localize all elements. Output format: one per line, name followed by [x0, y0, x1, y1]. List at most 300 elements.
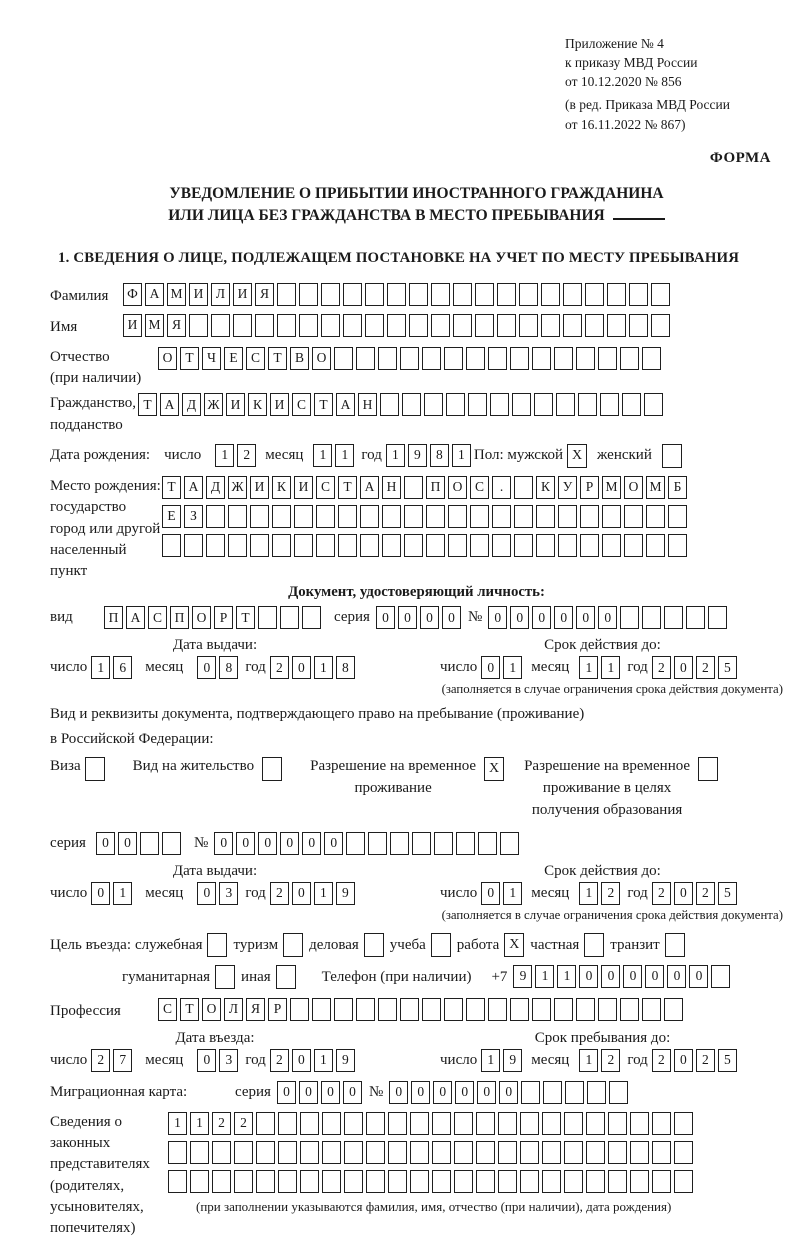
char-cell[interactable]	[475, 314, 494, 337]
char-cell[interactable]	[316, 505, 335, 528]
char-cell[interactable]	[642, 347, 661, 370]
char-cell[interactable]: М	[646, 476, 665, 499]
char-cell[interactable]	[409, 314, 428, 337]
char-cell[interactable]	[497, 314, 516, 337]
char-cell[interactable]	[343, 283, 362, 306]
doc-expiry-month[interactable]	[579, 656, 623, 679]
char-cell[interactable]	[564, 1141, 583, 1164]
char-cell[interactable]	[576, 998, 595, 1021]
char-cell[interactable]	[278, 1112, 297, 1135]
char-cell[interactable]	[168, 1141, 187, 1164]
doc-issue-month[interactable]	[197, 656, 241, 679]
char-cell[interactable]: А	[184, 476, 203, 499]
char-cell[interactable]: 0	[376, 606, 395, 629]
char-cell[interactable]: 0	[645, 965, 664, 988]
char-cell[interactable]	[500, 832, 519, 855]
char-cell[interactable]	[624, 534, 643, 557]
char-cell[interactable]	[344, 1170, 363, 1193]
char-cell[interactable]: Т	[138, 393, 157, 416]
char-cell[interactable]	[711, 965, 730, 988]
char-cell[interactable]: Я	[246, 998, 265, 1021]
char-cell[interactable]	[475, 283, 494, 306]
char-cell[interactable]: М	[145, 314, 164, 337]
stay-year[interactable]	[652, 1049, 740, 1072]
char-cell[interactable]: 8	[219, 656, 238, 679]
char-cell[interactable]	[454, 1141, 473, 1164]
char-cell[interactable]	[478, 832, 497, 855]
char-cell[interactable]	[256, 1112, 275, 1135]
char-cell[interactable]	[580, 505, 599, 528]
char-cell[interactable]: Д	[182, 393, 201, 416]
char-cell[interactable]: 1	[601, 656, 620, 679]
profession-input[interactable]	[158, 998, 686, 1021]
char-cell[interactable]: О	[158, 347, 177, 370]
char-cell[interactable]	[585, 314, 604, 337]
char-cell[interactable]	[514, 505, 533, 528]
char-cell[interactable]	[346, 832, 365, 855]
char-cell[interactable]	[426, 505, 445, 528]
char-cell[interactable]: Т	[180, 347, 199, 370]
char-cell[interactable]: 0	[214, 832, 233, 855]
char-cell[interactable]: М	[602, 476, 621, 499]
char-cell[interactable]	[586, 1141, 605, 1164]
char-cell[interactable]: 0	[96, 832, 115, 855]
char-cell[interactable]	[492, 505, 511, 528]
doc-kind-input[interactable]	[104, 606, 324, 629]
char-cell[interactable]	[300, 1141, 319, 1164]
char-cell[interactable]	[558, 534, 577, 557]
char-cell[interactable]	[402, 393, 421, 416]
birth-day-input[interactable]	[215, 444, 259, 467]
char-cell[interactable]: 1	[91, 656, 110, 679]
char-cell[interactable]	[390, 832, 409, 855]
char-cell[interactable]: 0	[576, 606, 595, 629]
char-cell[interactable]	[642, 998, 661, 1021]
char-cell[interactable]: А	[360, 476, 379, 499]
char-cell[interactable]	[444, 347, 463, 370]
char-cell[interactable]	[674, 1112, 693, 1135]
char-cell[interactable]	[434, 832, 453, 855]
char-cell[interactable]	[212, 1170, 231, 1193]
char-cell[interactable]: А	[145, 283, 164, 306]
char-cell[interactable]: Т	[236, 606, 255, 629]
char-cell[interactable]	[338, 534, 357, 557]
char-cell[interactable]	[586, 1112, 605, 1135]
char-cell[interactable]	[162, 832, 181, 855]
representatives-row3[interactable]	[168, 1170, 696, 1193]
char-cell[interactable]	[334, 998, 353, 1021]
char-cell[interactable]: Т	[338, 476, 357, 499]
char-cell[interactable]	[360, 505, 379, 528]
char-cell[interactable]: 0	[292, 1049, 311, 1072]
char-cell[interactable]	[410, 1112, 429, 1135]
char-cell[interactable]	[622, 393, 641, 416]
char-cell[interactable]: 5	[718, 656, 737, 679]
char-cell[interactable]: 5	[718, 1049, 737, 1072]
char-cell[interactable]	[600, 393, 619, 416]
char-cell[interactable]: И	[189, 283, 208, 306]
char-cell[interactable]: 3	[219, 882, 238, 905]
entry-year[interactable]	[270, 1049, 358, 1072]
char-cell[interactable]	[322, 1170, 341, 1193]
char-cell[interactable]: 0	[280, 832, 299, 855]
char-cell[interactable]	[400, 998, 419, 1021]
char-cell[interactable]	[278, 1170, 297, 1193]
char-cell[interactable]	[536, 505, 555, 528]
char-cell[interactable]	[321, 314, 340, 337]
permit-issue-year[interactable]	[270, 882, 358, 905]
birth-year-input[interactable]	[386, 444, 474, 467]
char-cell[interactable]: 2	[91, 1049, 110, 1072]
char-cell[interactable]	[608, 1141, 627, 1164]
char-cell[interactable]	[338, 505, 357, 528]
char-cell[interactable]	[476, 1170, 495, 1193]
char-cell[interactable]: 0	[258, 832, 277, 855]
char-cell[interactable]	[294, 534, 313, 557]
char-cell[interactable]	[536, 534, 555, 557]
char-cell[interactable]: 0	[236, 832, 255, 855]
doc-series-input[interactable]	[376, 606, 464, 629]
char-cell[interactable]: 0	[601, 965, 620, 988]
char-cell[interactable]	[585, 283, 604, 306]
char-cell[interactable]	[378, 347, 397, 370]
char-cell[interactable]: 0	[477, 1081, 496, 1104]
birth-place-row3[interactable]	[162, 534, 690, 557]
char-cell[interactable]	[668, 534, 687, 557]
char-cell[interactable]: К	[536, 476, 555, 499]
char-cell[interactable]: 1	[168, 1112, 187, 1135]
char-cell[interactable]: 0	[579, 965, 598, 988]
char-cell[interactable]	[444, 998, 463, 1021]
char-cell[interactable]	[365, 283, 384, 306]
char-cell[interactable]	[476, 1112, 495, 1135]
char-cell[interactable]: С	[316, 476, 335, 499]
char-cell[interactable]	[228, 534, 247, 557]
purpose-private-checkbox[interactable]	[584, 933, 604, 957]
char-cell[interactable]: .	[492, 476, 511, 499]
firstname-input[interactable]	[123, 314, 673, 337]
char-cell[interactable]: С	[158, 998, 177, 1021]
char-cell[interactable]	[668, 505, 687, 528]
char-cell[interactable]: 0	[343, 1081, 362, 1104]
char-cell[interactable]	[558, 505, 577, 528]
char-cell[interactable]	[412, 832, 431, 855]
char-cell[interactable]: 1	[579, 656, 598, 679]
char-cell[interactable]: 1	[386, 444, 405, 467]
char-cell[interactable]	[356, 347, 375, 370]
purpose-study-checkbox[interactable]	[431, 933, 451, 957]
char-cell[interactable]	[498, 1112, 517, 1135]
char-cell[interactable]	[602, 534, 621, 557]
char-cell[interactable]: 1	[113, 882, 132, 905]
char-cell[interactable]	[410, 1170, 429, 1193]
char-cell[interactable]	[598, 347, 617, 370]
char-cell[interactable]	[368, 832, 387, 855]
char-cell[interactable]	[542, 1170, 561, 1193]
char-cell[interactable]	[365, 314, 384, 337]
char-cell[interactable]: И	[270, 393, 289, 416]
char-cell[interactable]	[652, 1170, 671, 1193]
char-cell[interactable]	[542, 1112, 561, 1135]
char-cell[interactable]	[388, 1112, 407, 1135]
char-cell[interactable]	[322, 1141, 341, 1164]
char-cell[interactable]	[404, 505, 423, 528]
char-cell[interactable]	[404, 534, 423, 557]
char-cell[interactable]: С	[148, 606, 167, 629]
char-cell[interactable]	[674, 1141, 693, 1164]
char-cell[interactable]: 0	[91, 882, 110, 905]
permit-issue-month[interactable]	[197, 882, 241, 905]
char-cell[interactable]	[476, 1141, 495, 1164]
char-cell[interactable]: 0	[532, 606, 551, 629]
char-cell[interactable]	[651, 283, 670, 306]
char-cell[interactable]	[250, 534, 269, 557]
char-cell[interactable]: Я	[255, 283, 274, 306]
char-cell[interactable]: 0	[197, 1049, 216, 1072]
char-cell[interactable]	[431, 283, 450, 306]
char-cell[interactable]	[664, 998, 683, 1021]
char-cell[interactable]	[302, 606, 321, 629]
char-cell[interactable]: 0	[420, 606, 439, 629]
char-cell[interactable]	[554, 347, 573, 370]
char-cell[interactable]	[322, 1112, 341, 1135]
char-cell[interactable]: 0	[674, 1049, 693, 1072]
char-cell[interactable]	[629, 283, 648, 306]
char-cell[interactable]: 9	[336, 882, 355, 905]
char-cell[interactable]: Л	[224, 998, 243, 1021]
char-cell[interactable]	[520, 1170, 539, 1193]
permit-issue-day[interactable]	[91, 882, 135, 905]
temp-residence-checkbox[interactable]: X	[484, 757, 504, 781]
char-cell[interactable]	[646, 505, 665, 528]
char-cell[interactable]: К	[272, 476, 291, 499]
residence-permit-checkbox[interactable]	[262, 757, 282, 781]
char-cell[interactable]: 0	[689, 965, 708, 988]
char-cell[interactable]	[510, 998, 529, 1021]
char-cell[interactable]: 0	[197, 656, 216, 679]
char-cell[interactable]: 2	[652, 1049, 671, 1072]
char-cell[interactable]: 0	[302, 832, 321, 855]
char-cell[interactable]	[432, 1112, 451, 1135]
purpose-humanitarian-checkbox[interactable]	[215, 965, 235, 989]
char-cell[interactable]	[184, 534, 203, 557]
char-cell[interactable]: А	[126, 606, 145, 629]
permit-expiry-year[interactable]	[652, 882, 740, 905]
char-cell[interactable]	[388, 1141, 407, 1164]
char-cell[interactable]: А	[336, 393, 355, 416]
char-cell[interactable]	[454, 1112, 473, 1135]
char-cell[interactable]: 0	[510, 606, 529, 629]
char-cell[interactable]	[498, 1141, 517, 1164]
visa-checkbox[interactable]	[85, 757, 105, 781]
char-cell[interactable]	[608, 1170, 627, 1193]
char-cell[interactable]	[564, 1170, 583, 1193]
char-cell[interactable]	[630, 1112, 649, 1135]
char-cell[interactable]	[140, 832, 159, 855]
char-cell[interactable]	[543, 1081, 562, 1104]
char-cell[interactable]: 0	[277, 1081, 296, 1104]
char-cell[interactable]: 0	[667, 965, 686, 988]
char-cell[interactable]: Е	[224, 347, 243, 370]
migration-number-input[interactable]	[389, 1081, 631, 1104]
purpose-tourism-checkbox[interactable]	[283, 933, 303, 957]
char-cell[interactable]	[466, 347, 485, 370]
char-cell[interactable]: 2	[270, 882, 289, 905]
char-cell[interactable]: 1	[503, 656, 522, 679]
char-cell[interactable]	[334, 347, 353, 370]
char-cell[interactable]: 0	[292, 882, 311, 905]
char-cell[interactable]	[642, 606, 661, 629]
char-cell[interactable]: Т	[314, 393, 333, 416]
char-cell[interactable]	[299, 283, 318, 306]
char-cell[interactable]	[366, 1141, 385, 1164]
birth-month-input[interactable]	[313, 444, 357, 467]
char-cell[interactable]	[233, 314, 252, 337]
char-cell[interactable]	[409, 283, 428, 306]
char-cell[interactable]: Т	[268, 347, 287, 370]
char-cell[interactable]	[578, 393, 597, 416]
char-cell[interactable]: И	[294, 476, 313, 499]
char-cell[interactable]	[532, 998, 551, 1021]
char-cell[interactable]	[424, 393, 443, 416]
char-cell[interactable]: 2	[212, 1112, 231, 1135]
char-cell[interactable]: У	[558, 476, 577, 499]
char-cell[interactable]: 2	[652, 882, 671, 905]
char-cell[interactable]	[290, 998, 309, 1021]
char-cell[interactable]: 0	[598, 606, 617, 629]
char-cell[interactable]	[651, 314, 670, 337]
char-cell[interactable]	[382, 505, 401, 528]
char-cell[interactable]	[630, 1141, 649, 1164]
char-cell[interactable]	[189, 314, 208, 337]
char-cell[interactable]	[652, 1112, 671, 1135]
char-cell[interactable]: 6	[113, 656, 132, 679]
sex-male-checkbox[interactable]: X	[567, 444, 587, 468]
char-cell[interactable]: 0	[499, 1081, 518, 1104]
char-cell[interactable]	[492, 534, 511, 557]
char-cell[interactable]	[512, 393, 531, 416]
char-cell[interactable]	[366, 1112, 385, 1135]
char-cell[interactable]: 0	[324, 832, 343, 855]
char-cell[interactable]	[554, 998, 573, 1021]
char-cell[interactable]: С	[246, 347, 265, 370]
char-cell[interactable]	[624, 505, 643, 528]
char-cell[interactable]: 0	[299, 1081, 318, 1104]
char-cell[interactable]	[708, 606, 727, 629]
migration-series-input[interactable]	[277, 1081, 365, 1104]
char-cell[interactable]	[250, 505, 269, 528]
char-cell[interactable]: 0	[433, 1081, 452, 1104]
char-cell[interactable]	[521, 1081, 540, 1104]
char-cell[interactable]: А	[160, 393, 179, 416]
char-cell[interactable]	[378, 998, 397, 1021]
char-cell[interactable]: 2	[234, 1112, 253, 1135]
char-cell[interactable]	[453, 314, 472, 337]
sex-female-checkbox[interactable]	[662, 444, 682, 468]
char-cell[interactable]	[674, 1170, 693, 1193]
doc-expiry-year[interactable]	[652, 656, 740, 679]
char-cell[interactable]: 8	[336, 656, 355, 679]
entry-month[interactable]	[197, 1049, 241, 1072]
char-cell[interactable]: Ж	[204, 393, 223, 416]
char-cell[interactable]	[410, 1141, 429, 1164]
doc-expiry-day[interactable]	[481, 656, 525, 679]
char-cell[interactable]: Д	[206, 476, 225, 499]
purpose-transit-checkbox[interactable]	[665, 933, 685, 957]
char-cell[interactable]: 9	[408, 444, 427, 467]
char-cell[interactable]: К	[248, 393, 267, 416]
char-cell[interactable]	[228, 505, 247, 528]
char-cell[interactable]	[602, 505, 621, 528]
char-cell[interactable]	[431, 314, 450, 337]
char-cell[interactable]	[514, 476, 533, 499]
char-cell[interactable]: 0	[292, 656, 311, 679]
char-cell[interactable]: 2	[696, 1049, 715, 1072]
char-cell[interactable]: Л	[211, 283, 230, 306]
char-cell[interactable]	[168, 1170, 187, 1193]
birth-place-row1[interactable]	[162, 476, 690, 499]
phone-input[interactable]	[513, 965, 733, 988]
char-cell[interactable]	[576, 347, 595, 370]
surname-input[interactable]	[123, 283, 673, 306]
char-cell[interactable]	[344, 1141, 363, 1164]
char-cell[interactable]: 0	[442, 606, 461, 629]
char-cell[interactable]: 1	[481, 1049, 500, 1072]
char-cell[interactable]: И	[250, 476, 269, 499]
char-cell[interactable]	[470, 505, 489, 528]
char-cell[interactable]	[190, 1170, 209, 1193]
char-cell[interactable]: 3	[219, 1049, 238, 1072]
permit-expiry-month[interactable]	[579, 882, 623, 905]
char-cell[interactable]: И	[123, 314, 142, 337]
char-cell[interactable]	[382, 534, 401, 557]
char-cell[interactable]: М	[167, 283, 186, 306]
char-cell[interactable]	[541, 283, 560, 306]
char-cell[interactable]: О	[448, 476, 467, 499]
stay-month[interactable]	[579, 1049, 623, 1072]
char-cell[interactable]	[432, 1170, 451, 1193]
char-cell[interactable]: Т	[162, 476, 181, 499]
char-cell[interactable]: Ч	[202, 347, 221, 370]
char-cell[interactable]	[255, 314, 274, 337]
char-cell[interactable]: 0	[623, 965, 642, 988]
char-cell[interactable]	[258, 606, 277, 629]
char-cell[interactable]	[294, 505, 313, 528]
char-cell[interactable]	[206, 505, 225, 528]
char-cell[interactable]	[454, 1170, 473, 1193]
char-cell[interactable]	[607, 283, 626, 306]
char-cell[interactable]: 7	[113, 1049, 132, 1072]
char-cell[interactable]	[234, 1141, 253, 1164]
char-cell[interactable]	[360, 534, 379, 557]
char-cell[interactable]: О	[202, 998, 221, 1021]
char-cell[interactable]: 1	[314, 656, 333, 679]
char-cell[interactable]	[426, 534, 445, 557]
char-cell[interactable]	[519, 283, 538, 306]
temp-residence-education-checkbox[interactable]	[698, 757, 718, 781]
stay-day[interactable]	[481, 1049, 525, 1072]
char-cell[interactable]: 1	[313, 444, 332, 467]
char-cell[interactable]: 2	[652, 656, 671, 679]
char-cell[interactable]	[630, 1170, 649, 1193]
char-cell[interactable]	[190, 1141, 209, 1164]
char-cell[interactable]: 5	[718, 882, 737, 905]
char-cell[interactable]: Р	[580, 476, 599, 499]
char-cell[interactable]	[629, 314, 648, 337]
char-cell[interactable]	[162, 534, 181, 557]
char-cell[interactable]	[448, 534, 467, 557]
char-cell[interactable]	[422, 347, 441, 370]
